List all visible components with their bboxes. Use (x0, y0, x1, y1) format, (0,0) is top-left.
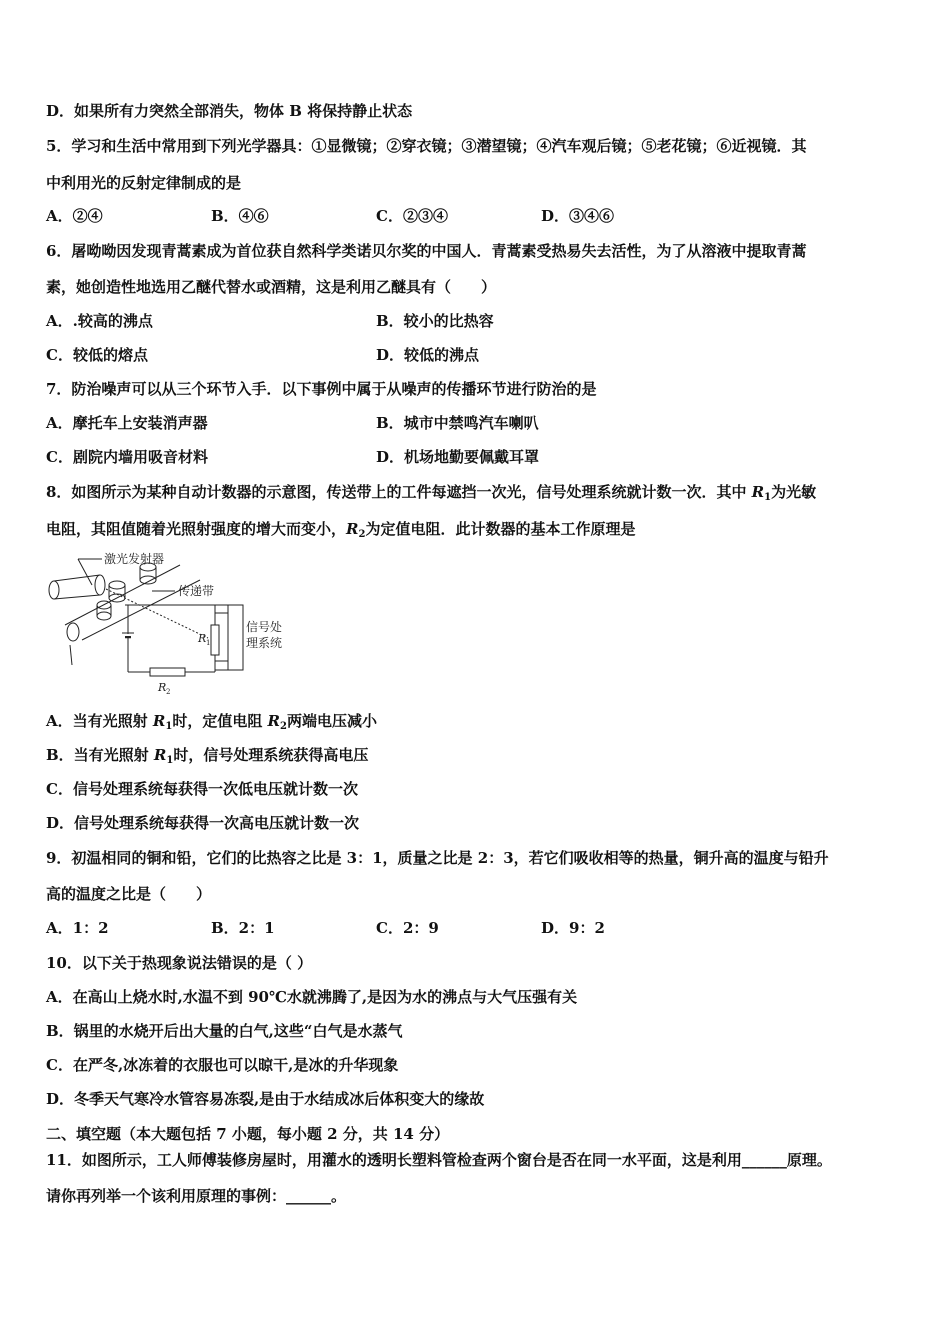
q5-option-a: A．②④ (46, 207, 103, 225)
laser-emitter-face (95, 575, 105, 595)
q10-option-b: B．锅里的水烧开后出大量的白气,这些“白气是水蒸气 (46, 1022, 403, 1040)
belt-label: 传递带 (178, 584, 215, 598)
q7-option-c: C．剧院内墙用吸音材料 (46, 448, 208, 466)
q6-option-c: C．较低的熔点 (46, 346, 148, 364)
q8-b-text2: 时，信号处理系统获得高电压 (173, 746, 369, 764)
laser-pointer-line (78, 559, 92, 585)
q8-stem2-text: 电阻，其阻值随着光照射强度的增大而变小， (46, 520, 347, 538)
q11-stem-line2: 请你再列举一个该利用原理的事例：______。 (46, 1187, 347, 1205)
laser-emitter-top (54, 575, 100, 581)
q10-option-a: A．在高山上烧水时,水温不到 90℃水就沸腾了,是因为水的沸点与大气压强有关 (46, 988, 578, 1006)
q8-option-a (46, 711, 377, 731)
signal-processor-box (228, 605, 243, 670)
signal-label-1: 信号处 (246, 620, 283, 634)
q8-a-text3: 两端电压减小 (286, 712, 377, 730)
q7-option-a: A．摩托车上安装消声器 (46, 414, 208, 432)
r1-label: R (198, 632, 207, 645)
q8-r1-subscript: 1 (764, 492, 772, 503)
q8-r2-symbol: R (346, 520, 359, 538)
q8-a-text1: A．当有光照射 (46, 712, 153, 730)
belt-roller-end (67, 623, 79, 641)
q6-stem-line1: 6．屠呦呦因发现青蒿素成为首位获自然科学类诺贝尔奖的中国人．青蒿素受热易失去活性，为了从溶液中提取青蒿 (46, 242, 807, 260)
q8-a-text2: 时，定值电阻 (172, 712, 268, 730)
q9-stem-line2: 高的温度之比是（ ） (46, 885, 212, 903)
q8-option-b (46, 745, 368, 765)
q8-option-c: C．信号处理系统每获得一次低电压就计数一次 (46, 780, 358, 798)
q4-option-d: D．如果所有力突然全部消失，物体 B 将保持静止状态 (46, 102, 413, 120)
q8-b-r1: R (153, 746, 167, 764)
q5-option-c: C．②③④ (376, 207, 448, 225)
q7-option-d: D．机场地勤要佩戴耳罩 (376, 448, 540, 466)
q8-a-r1: R (152, 712, 166, 730)
r2-label-sub: 2 (166, 688, 171, 696)
q8-b-r1-sub: 1 (166, 755, 174, 766)
q6-option-d: D．较低的沸点 (376, 346, 480, 364)
q8-b-text1: B．当有光照射 (46, 746, 154, 764)
q7-option-b: B．城市中禁鸣汽车喇叭 (376, 414, 539, 432)
workpiece-1-top (109, 581, 125, 589)
belt-stand (70, 645, 72, 665)
q9-option-d: D．9：2 (541, 919, 605, 937)
q11-stem-line1: 11．如图所示，工人师傅装修房屋时，用灌水的透明长塑料管检查两个窗台是否在同一水平面，这是利用______原理。 (46, 1151, 832, 1169)
q7-stem: 7．防治噪声可以从三个环节入手．以下事例中属于从噪声的传播环节进行防治的是 (46, 380, 597, 398)
q8-option-d: D．信号处理系统每获得一次高电压就计数一次 (46, 814, 360, 832)
q8-r2-subscript: 2 (358, 529, 366, 540)
laser-label: 激光发射器 (104, 552, 165, 566)
q9-stem-line1: 9．初温相同的铜和铅，它们的比热容之比是 3：1，质量之比是 2：3，若它们吸收相等的热量，铜升高的温度与铅升 (46, 849, 829, 867)
laser-emitter-end (49, 581, 59, 599)
laser-emitter-bottom (54, 595, 100, 599)
q10-option-c: C．在严冬,冰冻着的衣服也可以晾干,是冰的升华现象 (46, 1056, 399, 1074)
signal-label-2: 理系统 (246, 636, 283, 650)
q8-stem1-text: 8．如图所示为某种自动计数器的示意图，传送带上的工件每遮挡一次光，信号处理系统就计数一次．其中 (46, 483, 752, 501)
q9-option-c: C．2：9 (376, 919, 439, 937)
battery-gap (120, 634, 136, 636)
q6-option-a: A．.较高的沸点 (46, 312, 153, 330)
q5-stem-line2: 中利用光的反射定律制成的是 (46, 174, 242, 192)
q5-option-b: B．④⑥ (211, 207, 269, 225)
q8-a-r2-sub: 2 (280, 721, 287, 732)
q8-stem-line2 (46, 519, 635, 539)
resistor-r1 (211, 625, 219, 655)
q9-option-a: A．1：2 (46, 919, 109, 937)
q6-stem-line2: 素，她创造性地选用乙醚代替水或酒精，这是利用乙醚具有（ ） (46, 278, 497, 296)
q8-r1-symbol: R (751, 483, 765, 501)
r2-label: R (158, 681, 167, 694)
q8-stem-line1 (46, 482, 816, 502)
q5-option-d: D．③④⑥ (541, 207, 615, 225)
q9-option-b: B．2：1 (211, 919, 275, 937)
q8-stem1-tail: 为光敏 (771, 483, 817, 501)
q8-counter-diagram (40, 545, 310, 700)
resistor-r2 (150, 668, 185, 676)
q6-option-b: B．较小的比热容 (376, 312, 494, 330)
q10-stem: 10．以下关于热现象说法错误的是（ ） (46, 954, 313, 972)
q8-stem2-tail: 为定值电阻．此计数器的基本工作原理是 (365, 520, 636, 538)
q5-stem-line1: 5．学习和生活中常用到下列光学器具：①显微镜；②穿衣镜；③潜望镜；④汽车观后镜；⑤老花镜；⑥近视镜．其 (46, 137, 807, 155)
section-2-title: 二、填空题（本大题包括 7 小题，每小题 2 分，共 14 分） (46, 1125, 450, 1143)
q10-option-d: D．冬季天气寒冷水管容易冻裂,是由于水结成冰后体积变大的缘故 (46, 1090, 485, 1108)
r1-label-sub: 1 (206, 639, 211, 647)
q8-a-r1-sub: 1 (165, 721, 173, 732)
q8-a-r2: R (267, 712, 281, 730)
